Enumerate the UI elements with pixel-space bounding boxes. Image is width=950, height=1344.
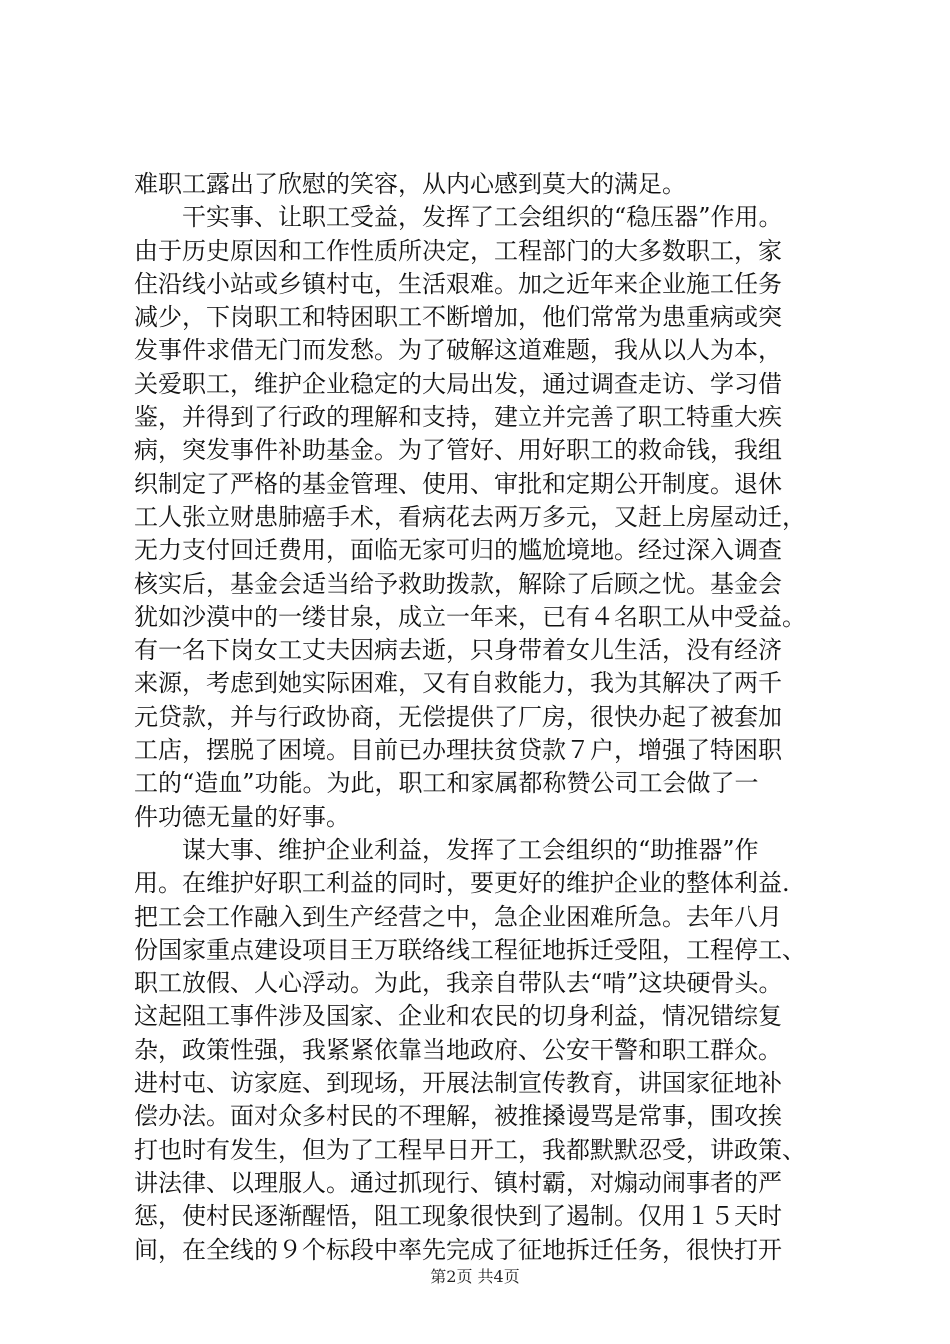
text-line: 减少，下岗职工和特困职工不断增加，他们常常为患重病或突 — [134, 303, 782, 332]
text-line: 惩，使村民逐渐醒悟，阻工现象很快到了遏制。仅用１５天时 — [134, 1202, 782, 1231]
text-line: 住沿线小站或乡镇村屯，生活艰难。加之近年来企业施工任务 — [134, 269, 782, 298]
text-line: 核实后，基金会适当给予救助拨款，解除了后顾之忧。基金会 — [134, 569, 782, 598]
document-body — [134, 168, 824, 1267]
text-line: 工店，摆脱了困境。目前已办理扶贫贷款７户，增强了特困职 — [134, 736, 782, 765]
page-number-footer: 第2页 共4页 — [430, 1267, 520, 1286]
text-line: 杂，政策性强，我紧紧依靠当地政府、公安干警和职工群众。 — [134, 1035, 782, 1064]
text-line: 进村屯、访家庭、到现场，开展法制宣传教育，讲国家征地补 — [134, 1069, 782, 1098]
text-line: 关爱职工，维护企业稳定的大局出发，通过调查走访、学习借 — [134, 369, 782, 398]
text-line: 份国家重点建设项目王万联络线工程征地拆迁受阻，工程停工、 — [134, 935, 806, 964]
text-line: 有一名下岗女工丈夫因病去逝，只身带着女儿生活，没有经济 — [134, 636, 782, 665]
text-line: 难职工露出了欣慰的笑容，从内心感到莫大的满足。 — [134, 170, 686, 198]
text-line: 把工会工作融入到生产经营之中，急企业困难所急。去年八月 — [134, 902, 782, 931]
text-line: 用。在维护好职工利益的同时，要更好的维护企业的整体利益. — [134, 869, 790, 898]
text-line: 工人张立财患肺癌手术，看病花去两万多元，又赶上房屋动迁， — [134, 502, 806, 531]
text-line: 发事件求借无门而发愁。为了破解这道难题，我从以人为本， — [134, 336, 782, 365]
text-line: 工的“造血”功能。为此，职工和家属都称赞公司工会做了一 — [134, 769, 759, 798]
text-line: 来源，考虑到她实际困难，又有自救能力，我为其解决了两千 — [134, 669, 782, 698]
text-line: 这起阻工事件涉及国家、企业和农民的切身利益，情况错综复 — [134, 1002, 782, 1031]
text-line: 干实事、让职工受益，发挥了工会组织的“稳压器”作用。 — [134, 203, 783, 232]
text-line: 由于历史原因和工作性质所决定，工程部门的大多数职工，家 — [134, 236, 782, 265]
text-line: 讲法律、以理服人。通过抓现行、镇村霸，对煽动闹事者的严 — [134, 1168, 782, 1197]
text-line: 件功德无量的好事。 — [134, 802, 350, 831]
text-line: 元贷款，并与行政协商，无偿提供了厂房，很快办起了被套加 — [134, 702, 782, 731]
text-line: 织制定了严格的基金管理、使用、审批和定期公开制度。退休 — [134, 469, 782, 498]
text-line: 病，突发事件补助基金。为了管好、用好职工的救命钱，我组 — [134, 436, 782, 465]
text-line: 无力支付回迁费用，面临无家可归的尴尬境地。经过深入调查 — [134, 536, 782, 565]
text-line: 犹如沙漠中的一缕甘泉，成立一年来，已有４名职工从中受益。 — [134, 602, 806, 631]
text-line: 偿办法。面对众多村民的不理解，被推搡谩骂是常事，围攻挨 — [134, 1102, 782, 1131]
text-line: 鉴，并得到了行政的理解和支持，建立并完善了职工特重大疾 — [134, 403, 782, 432]
text-line: 职工放假、人心浮动。为此，我亲自带队去“啃”这块硬骨头。 — [134, 969, 783, 998]
text-line: 谋大事、维护企业利益，发挥了工会组织的“助推器”作 — [134, 835, 759, 864]
text-line: 打也时有发生，但为了工程早日开工，我都默默忍受，讲政策、 — [134, 1135, 806, 1164]
text-line: 间，在全线的９个标段中率先完成了征地拆迁任务，很快打开 — [134, 1235, 782, 1264]
